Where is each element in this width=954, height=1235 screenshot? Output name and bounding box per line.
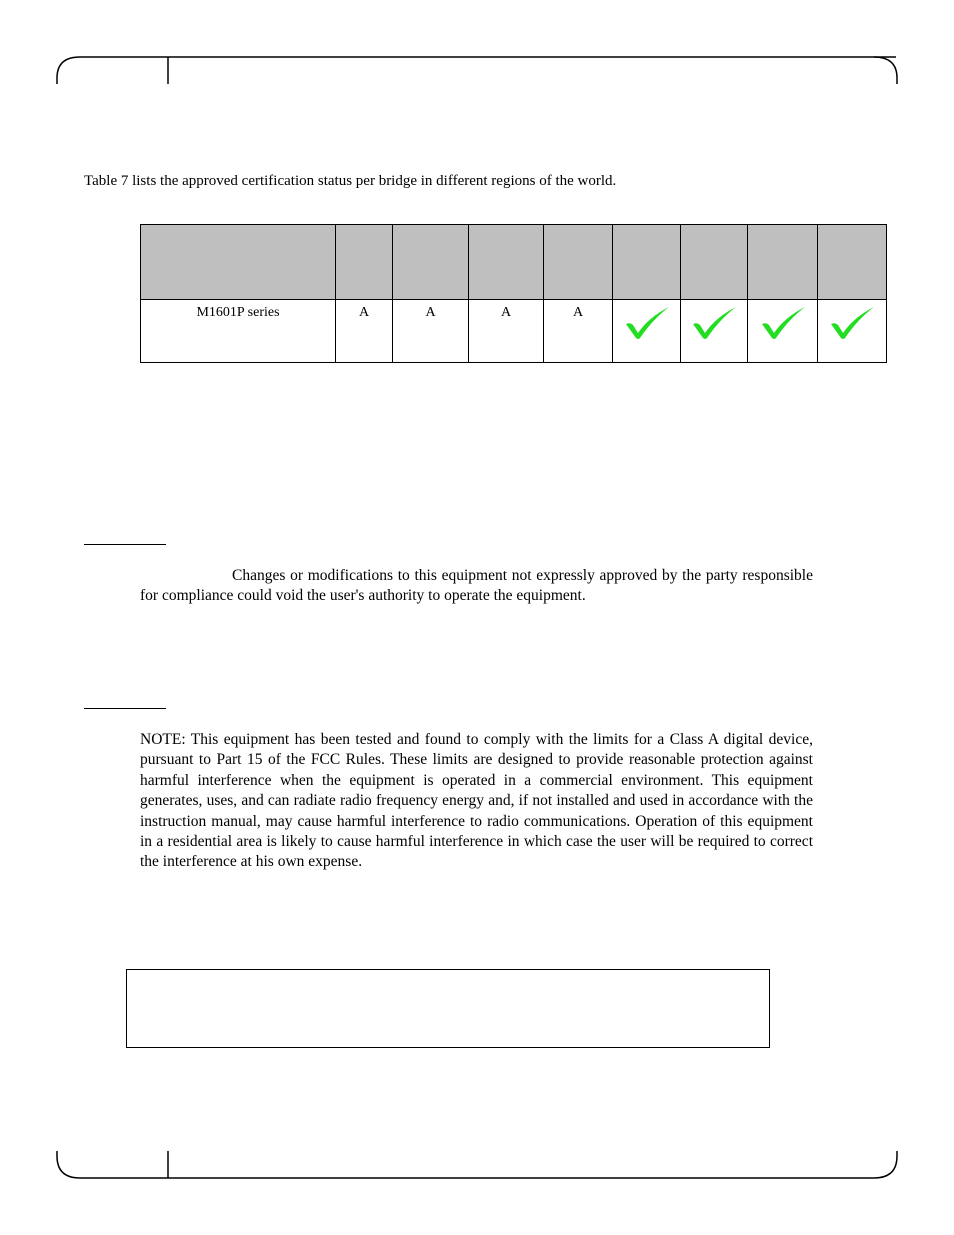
top-right-corner-mark (874, 57, 897, 84)
warning-paragraph (140, 566, 813, 607)
note-box (126, 969, 770, 1048)
green-checkmark-icon (759, 305, 807, 341)
table-header-row (141, 225, 887, 300)
fcc-note-paragraph: NOTE: This equipment has been tested and found to comply with the limits for a Class A digital device, pursuant to Part 15 of the FCC Rules. These limits are designed to provide reasonable protection against harmful interference when the equipment is operated in a commercial environment. This equipment generates, uses, and can radiate radio frequency energy and, if not installed and used in accordance with the instruction manual, may cause harmful interference to radio communications. Operation of this equipment in a residential area is likely to cause harmful interference in which case the user will be required to correct the interference at his own expense. (140, 731, 813, 871)
header-cell (469, 225, 544, 300)
model-cell: M1601P series (141, 300, 336, 363)
header-cell (393, 225, 469, 300)
green-checkmark-icon (623, 305, 671, 341)
header-cell (681, 225, 748, 300)
warning-text: Changes or modifications to this equipment not expressly approved by the party responsible for compliance could void the user's authority to operate the equipment. (140, 567, 813, 605)
section-rule (84, 708, 166, 709)
green-checkmark-icon (690, 305, 738, 341)
status-cell: A (393, 300, 469, 363)
header-cell (818, 225, 887, 300)
check-cell (818, 300, 887, 363)
green-checkmark-icon (828, 305, 876, 341)
table-row (141, 300, 887, 363)
status-cell: A (544, 300, 613, 363)
check-cell (613, 300, 681, 363)
header-cell (336, 225, 393, 300)
check-cell (681, 300, 748, 363)
certification-table (140, 224, 887, 363)
header-cell (748, 225, 818, 300)
status-cell: A (469, 300, 544, 363)
status-cell: A (336, 300, 393, 363)
bottom-left-corner-mark (57, 1151, 897, 1178)
header-cell (613, 225, 681, 300)
intro-text: Table 7 lists the approved certification status per bridge in different regions of the world. (84, 173, 617, 189)
top-left-corner-mark (57, 57, 896, 84)
header-cell (544, 225, 613, 300)
header-cell (141, 225, 336, 300)
section-rule (84, 544, 166, 545)
check-cell (748, 300, 818, 363)
